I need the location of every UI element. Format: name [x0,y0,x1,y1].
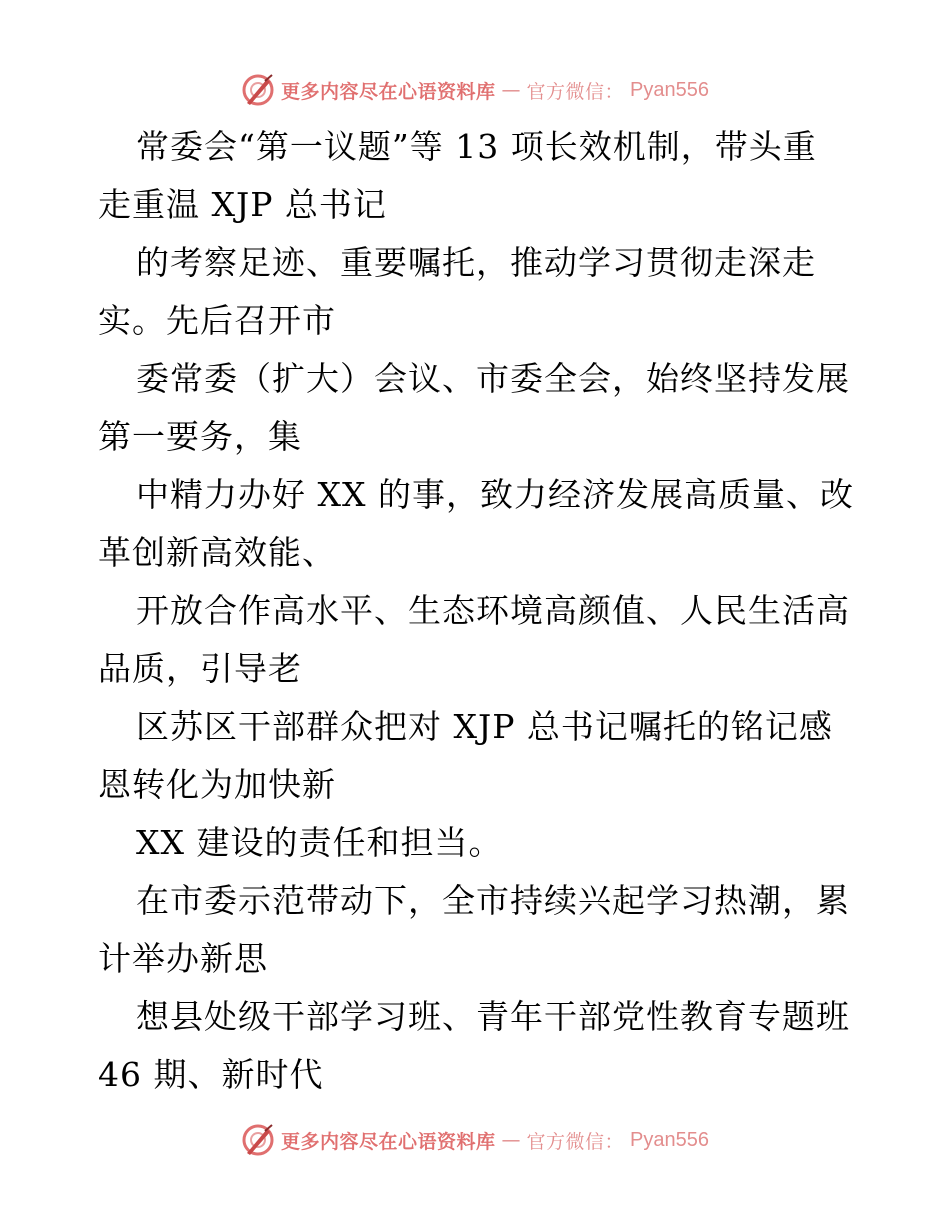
body-line-15: 计举办新思 [98,939,268,978]
watermark-brand: 更多内容尽在心语资料库 [281,80,496,103]
body-line-9: 开放合作高水平、生态环境高颜值、人民生活高 [136,591,850,630]
quill-logo-icon [241,1123,275,1157]
body-line-13: XX 建设的责任和担当。 [136,823,503,862]
body-line-5: 委常委（扩大）会议、市委全会，始终坚持发展 [136,359,850,398]
footer-watermark [0,1120,950,1160]
watermark-wechat-label: 官方微信： [526,1130,625,1153]
body-line-12: 恩转化为加快新 [98,765,336,804]
watermark-brand: 更多内容尽在心语资料库 [281,1130,496,1153]
body-line-8: 革创新高效能、 [98,533,336,572]
body-line-11: 区苏区干部群众把对 XJP 总书记嘱托的铭记感 [136,707,833,746]
body-line-17: 46 期、新时代 [98,1055,324,1094]
body-line-10: 品质，引导老 [98,649,302,688]
body-line-14: 在市委示范带动下，全市持续兴起学习热潮，累 [136,881,850,920]
body-line-4: 实。先后召开市 [98,301,336,340]
body-line-2: 走重温 XJP 总书记 [98,185,387,224]
document-body [98,118,858,1104]
body-line-3: 的考察足迹、重要嘱托，推动学习贯彻走深走 [136,243,816,282]
watermark-wechat-id: Pyan556 [630,78,709,101]
body-line-7: 中精力办好 XX 的事，致力经济发展高质量、改 [136,475,854,514]
watermark-separator: — [501,79,521,101]
watermark-wechat-id: Pyan556 [630,1128,709,1151]
body-line-1: 常委会“第一议题”等 13 项长效机制，带头重 [136,127,817,166]
body-line-6: 第一要务，集 [98,417,302,456]
watermark-wechat-label: 官方微信： [526,80,625,103]
body-line-16: 想县处级干部学习班、青年干部党性教育专题班 [136,997,850,1036]
header-watermark [0,70,950,110]
quill-logo-icon [241,73,275,107]
watermark-separator: — [501,1129,521,1151]
